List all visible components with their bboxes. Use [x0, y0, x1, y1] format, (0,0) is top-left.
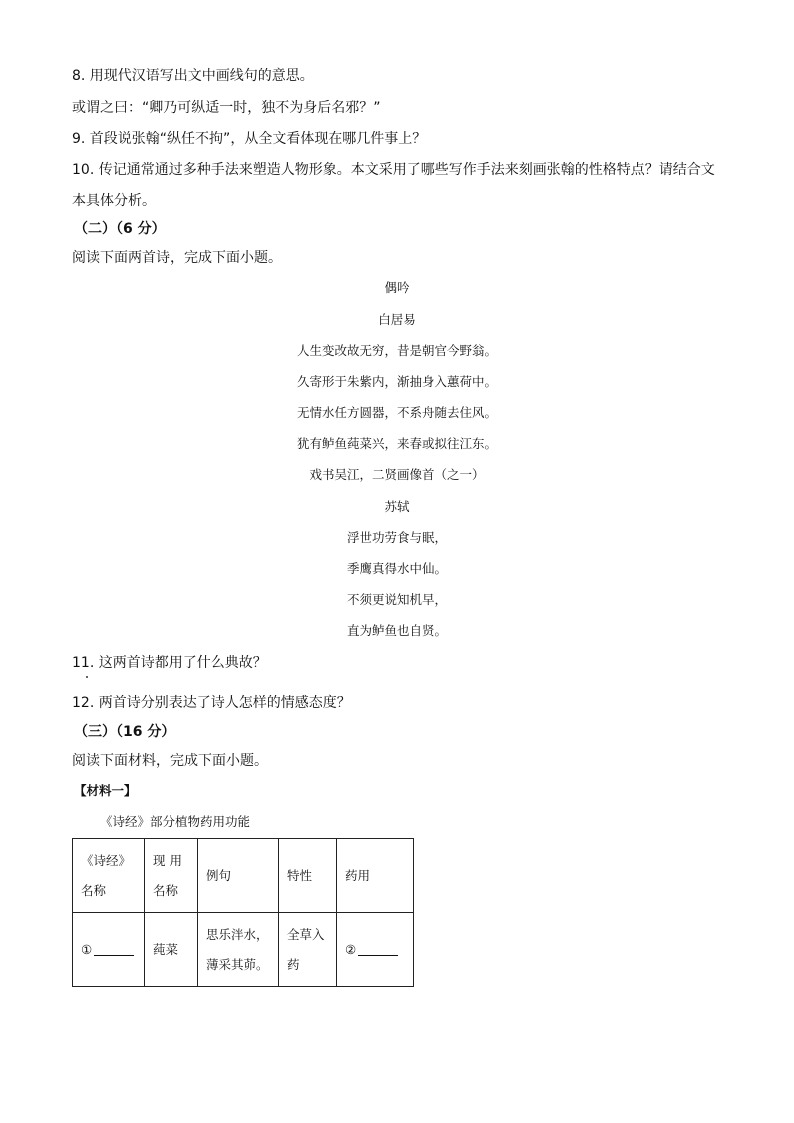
- poem-2-line: 浮世功劳食与眠，: [346, 530, 447, 545]
- poem-1-author: 白居易: [378, 312, 416, 327]
- poem-2-line: 直为鲈鱼也自贤。: [346, 623, 447, 638]
- poem-2-title: 戏书吴江，二贤画像首（之一）: [309, 467, 485, 482]
- header-cell: 特性: [279, 839, 337, 913]
- blank-1-cell: ①: [73, 913, 145, 987]
- header-cell: 例句: [198, 839, 279, 913]
- plant-medicine-table: [72, 838, 414, 987]
- poem-2-line: 不须更说知机早，: [346, 592, 447, 607]
- table-row: [73, 913, 414, 987]
- poem-2-line: 季鹰真得水中仙。: [346, 561, 447, 576]
- question-8-quote: 或谓之曰：“卿乃可纵适一时，独不为身后名邪？”: [72, 100, 381, 116]
- poem-1-line: 久寄形于朱紫内，渐抽身入蕙荷中。: [296, 374, 497, 389]
- section-3-instruction: 阅读下面材料，完成下面小题。: [72, 753, 268, 769]
- section-2-heading: （二）（6 分）: [74, 221, 166, 237]
- modern-name-cell: 莼菜: [145, 913, 198, 987]
- answer-blank-1[interactable]: [94, 941, 134, 956]
- poem-2-author: 苏轼: [384, 499, 410, 514]
- question-10-line-1: 10. 传记通常通过多种手法来塑造人物形象。本文采用了哪些写作手法来刻画张翰的性格特点？请结合文: [72, 162, 715, 178]
- header-cell: 《诗经》 名称: [73, 839, 145, 913]
- question-12: 12. 两首诗分别表达了诗人怎样的情感态度？: [72, 695, 351, 711]
- property-cell: 全草入 药: [279, 913, 337, 987]
- question-10-line-2: 本具体分析。: [72, 193, 156, 209]
- stray-dot: [86, 676, 88, 678]
- question-8: 8. 用现代汉语写出文中画线句的意思。: [72, 68, 314, 84]
- header-cell: 现 用 名称: [145, 839, 198, 913]
- poem-1-line: 无情水任方圆器，不系舟随去住风。: [296, 405, 497, 420]
- question-9: 9. 首段说张翰“纵任不拘”，从全文看体现在哪几件事上？: [72, 131, 427, 147]
- blank-2-cell: ②: [337, 913, 414, 987]
- poem-1-line: 人生变改故无穷，昔是朝官今野翁。: [296, 343, 497, 358]
- poem-1-line: 犹有鲈鱼莼菜兴，来春或拟往江东。: [296, 436, 497, 451]
- section-3-heading: （三）（16 分）: [74, 724, 176, 740]
- example-cell: 思乐泮水， 薄采其茆。: [198, 913, 279, 987]
- poem-1-title: 偶吟: [384, 280, 410, 295]
- section-2-instruction: 阅读下面两首诗，完成下面小题。: [72, 250, 282, 266]
- table-title: 《诗经》部分植物药用功能: [100, 814, 251, 829]
- material-label: 【材料一】: [74, 783, 137, 798]
- question-11: 11. 这两首诗都用了什么典故？: [72, 655, 267, 671]
- table-header-row: [73, 839, 414, 913]
- answer-blank-2[interactable]: [358, 941, 398, 956]
- header-cell: 药用: [337, 839, 414, 913]
